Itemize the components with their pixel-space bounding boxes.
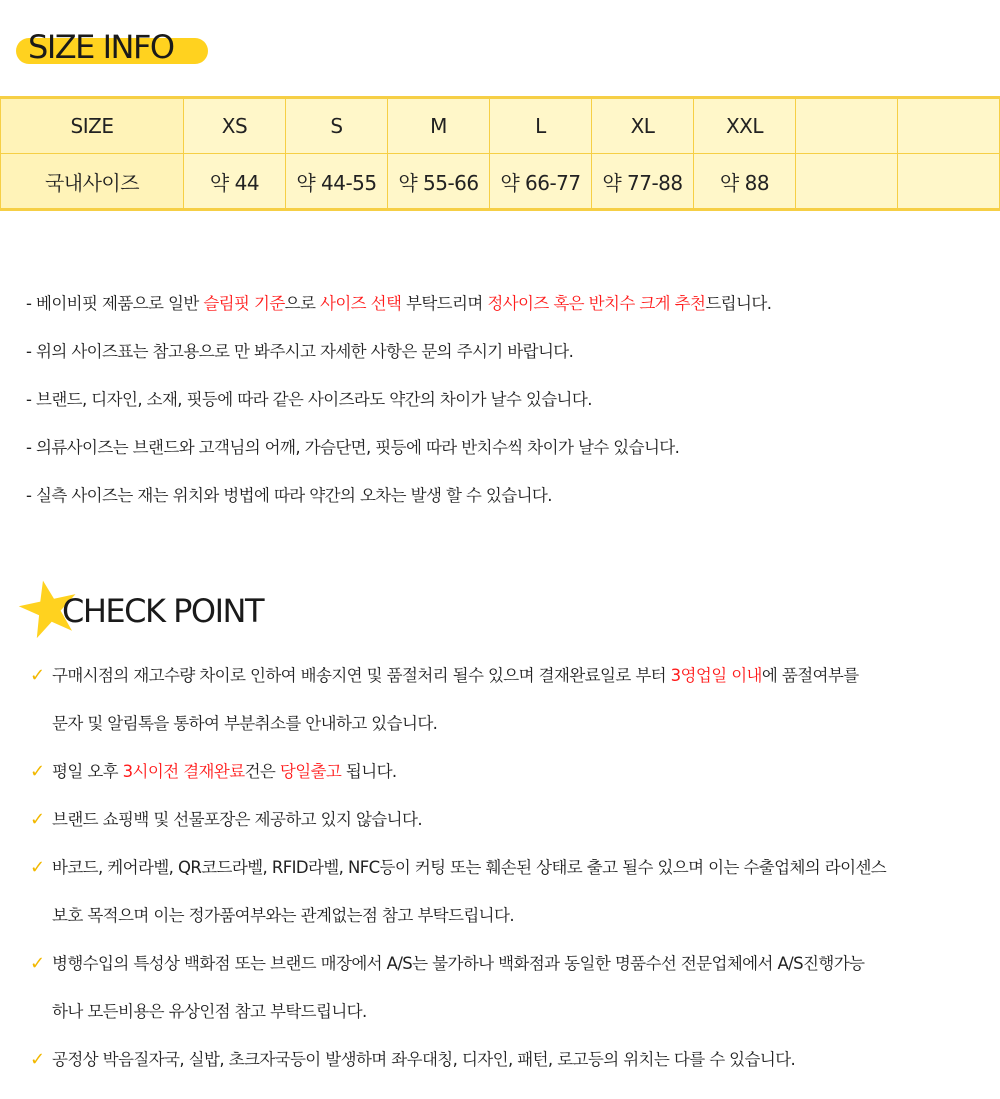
- text-segment: 구매시점의 재고수량 차이로 인하여 배송지연 및 품절처리 될수 있으며 결재완료일로 부터: [52, 666, 671, 685]
- text-segment: 에 품절여부를: [761, 666, 859, 685]
- note-item: [26, 328, 771, 376]
- size-header-cell: [796, 98, 898, 154]
- highlight-text: 슬림핏 기준: [203, 294, 285, 313]
- check-item: [30, 748, 886, 796]
- highlight-text: 3영업일 이내: [670, 666, 762, 685]
- checkmark-icon: ✓: [30, 857, 45, 878]
- text-segment: 됩니다.: [341, 762, 397, 781]
- highlight-text: 당일출고: [279, 762, 342, 781]
- checkmark-icon: ✓: [30, 1049, 45, 1070]
- text-segment: - 위의 사이즈표는 참고용으로 만 봐주시고 자세한 사항은 문의 주시기 바랍니다.: [26, 342, 574, 361]
- size-value-cell: [898, 154, 1000, 210]
- text-segment: 드립니다.: [705, 294, 772, 313]
- text-segment: 건은: [244, 762, 280, 781]
- size-value-row: [1, 154, 1000, 210]
- size-notes-list: [26, 280, 771, 520]
- check-item: [30, 940, 886, 1036]
- text-segment: 바코드, 케어라벨, QR코드라벨, RFID라벨, NFC등이 커팅 또는 훼손된 상태로 출고 될수 있으며 이는 수출업체의 라이센스: [52, 858, 887, 877]
- text-segment: - 베이비핏 제품으로 일반: [26, 294, 204, 313]
- text-segment: 보호 목적으며 이는 정가품여부와는 관계없는점 참고 부탁드립니다.: [52, 906, 515, 925]
- size-header-cell: XXL: [694, 98, 796, 154]
- text-segment: 으로: [284, 294, 320, 313]
- size-header-cell: XS: [184, 98, 286, 154]
- text-segment: 문자 및 알림톡을 통하여 부분취소를 안내하고 있습니다.: [52, 714, 438, 733]
- size-value-cell: [796, 154, 898, 210]
- text-segment: - 브랜드, 디자인, 소재, 핏등에 따라 같은 사이즈라도 약간의 차이가 날수 있습니다.: [26, 390, 592, 409]
- checkmark-icon: ✓: [30, 761, 45, 782]
- checkmark-icon: ✓: [30, 665, 45, 686]
- text-segment: - 의류사이즈는 브랜드와 고객님의 어깨, 가슴단면, 핏등에 따라 반치수씩 차이가 날수 있습니다.: [26, 438, 680, 457]
- text-segment: 병행수입의 특성상 백화점 또는 브랜드 매장에서 A/S는 불가하나 백화점과 동일한 명품수선 전문업체에서 A/S진행가능: [52, 954, 865, 973]
- highlight-text: 정사이즈 혹은 반치수 크게 추천: [487, 294, 706, 313]
- check-item-line: [30, 700, 886, 748]
- size-header-cell: M: [388, 98, 490, 154]
- check-item: [30, 796, 886, 844]
- checkmark-icon: ✓: [30, 953, 45, 974]
- size-value-cell: 약 66-77: [490, 154, 592, 210]
- size-header-cell: SIZE: [1, 98, 184, 154]
- check-item-line: [30, 796, 886, 844]
- check-item-line: [30, 844, 886, 892]
- note-item: [26, 280, 771, 328]
- check-item-line: [30, 748, 886, 796]
- size-value-cell: 약 44-55: [286, 154, 388, 210]
- text-segment: 부탁드리며: [401, 294, 488, 313]
- note-item: [26, 472, 771, 520]
- text-segment: 브랜드 쇼핑백 및 선물포장은 제공하고 있지 않습니다.: [52, 810, 422, 829]
- size-value-cell: 약 88: [694, 154, 796, 210]
- size-header-cell: [898, 98, 1000, 154]
- check-item-line: [30, 1036, 886, 1084]
- size-header-row: [1, 98, 1000, 154]
- size-value-cell: 약 44: [184, 154, 286, 210]
- note-item: [26, 376, 771, 424]
- size-value-cell: 국내사이즈: [1, 154, 184, 210]
- check-item: [30, 1036, 886, 1084]
- check-item-line: [30, 988, 886, 1036]
- size-header-cell: S: [286, 98, 388, 154]
- text-segment: 하나 모든비용은 유상인점 참고 부탁드립니다.: [52, 1002, 367, 1021]
- size-value-cell: 약 77-88: [592, 154, 694, 210]
- size-info-title: SIZE INFO: [28, 28, 174, 66]
- highlight-text: 3시이전 결재완료: [122, 762, 245, 781]
- check-item: [30, 652, 886, 748]
- size-value-cell: 약 55-66: [388, 154, 490, 210]
- highlight-text: 사이즈 선택: [320, 294, 402, 313]
- checkmark-icon: ✓: [30, 809, 45, 830]
- check-item: [30, 844, 886, 940]
- text-segment: 평일 오후: [52, 762, 123, 781]
- check-item-line: [30, 940, 886, 988]
- size-header-cell: XL: [592, 98, 694, 154]
- text-segment: - 실측 사이즈는 재는 위치와 벙법에 따라 약간의 오차는 발생 할 수 있습니다.: [26, 486, 552, 505]
- check-item-line: [30, 652, 886, 700]
- size-header-cell: L: [490, 98, 592, 154]
- size-table: [0, 96, 1000, 211]
- check-item-line: [30, 892, 886, 940]
- text-segment: 공정상 박음질자국, 실밥, 초크자국등이 발생하며 좌우대칭, 디자인, 패턴, 로고등의 위치는 다를 수 있습니다.: [52, 1050, 796, 1069]
- note-item: [26, 424, 771, 472]
- check-point-list: [30, 652, 886, 1084]
- check-point-title: CHECK POINT: [62, 592, 264, 630]
